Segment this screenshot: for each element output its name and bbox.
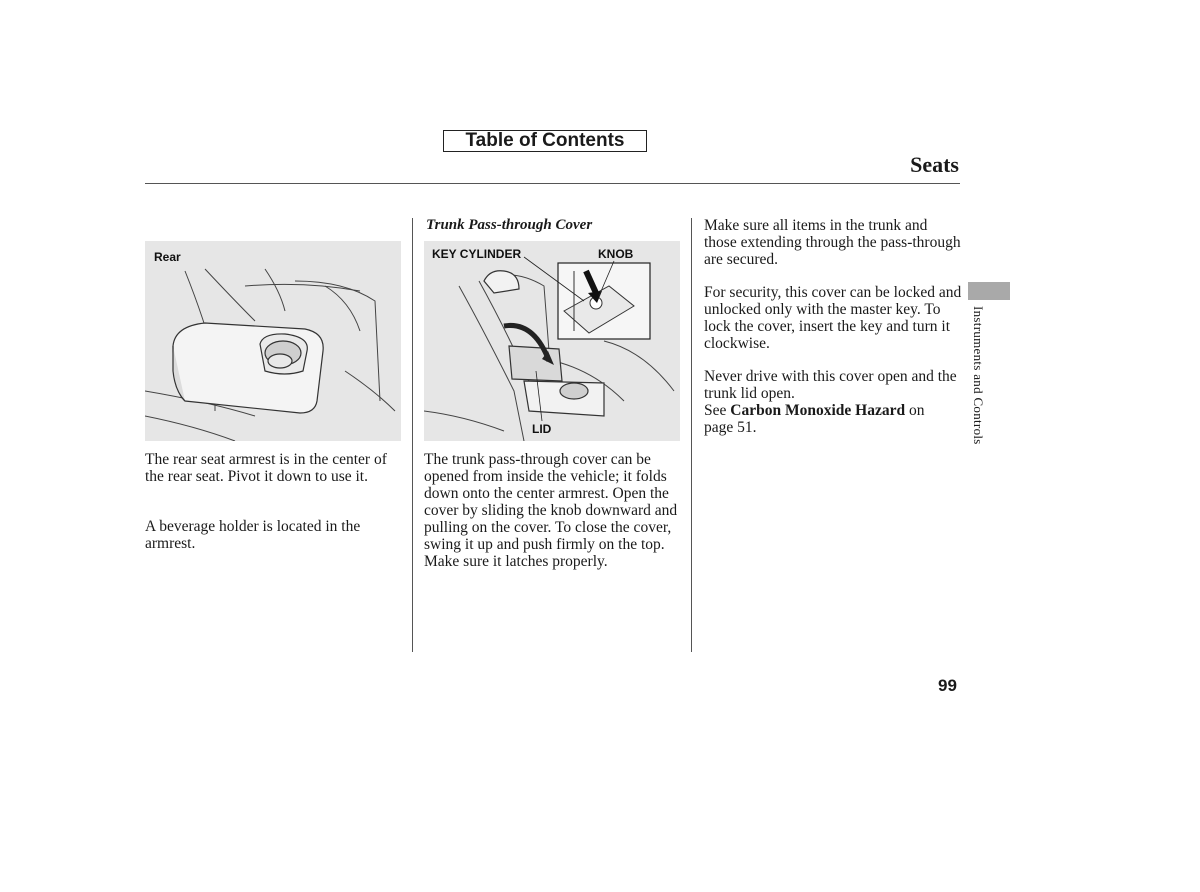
carbon-monoxide-hazard-link[interactable]: Carbon Monoxide Hazard <box>730 402 906 419</box>
rear-armrest-illustration <box>145 241 401 441</box>
cross-reference <box>704 402 962 436</box>
right-paragraph-2: For security, this cover can be locked and unlocked only with the master key. To lock the cover, insert the key and turn it clockwise. <box>704 284 962 352</box>
page-number: 99 <box>938 676 957 695</box>
table-of-contents-link[interactable]: Table of Contents <box>443 130 647 152</box>
see-page: page 51. <box>704 419 757 436</box>
right-paragraph-1: Make sure all items in the trunk and those extending through the pass-through are secured. <box>704 217 961 268</box>
left-paragraph-2: A beverage holder is located in the armrest. <box>145 518 361 552</box>
figure-label-rear: Rear <box>154 250 181 264</box>
figure-label-knob: KNOB <box>598 247 634 261</box>
right-paragraph-3: Never drive with this cover open and the trunk lid open. <box>704 368 957 402</box>
section-title: Seats <box>910 152 959 177</box>
side-section-label: Instruments and Controls <box>971 306 986 445</box>
column-divider-2 <box>691 218 692 652</box>
see-prefix: See <box>704 402 727 419</box>
column-divider-1 <box>412 218 413 652</box>
rear-armrest-drawing <box>145 241 401 441</box>
figure-label-lid: LID <box>532 422 552 436</box>
trunk-pass-through-drawing <box>424 241 680 441</box>
left-paragraph-1: The rear seat armrest is in the center of the rear seat. Pivot it down to use it. <box>145 451 387 485</box>
figure-label-key-cylinder: KEY CYLINDER <box>432 247 522 261</box>
trunk-pass-through-illustration <box>424 241 680 441</box>
subsection-heading: Trunk Pass-through Cover <box>426 217 593 233</box>
middle-paragraph: The trunk pass-through cover can be opened from inside the vehicle; it folds down onto the center armrest. Open the cover by sliding the knob downward and pulling on the cover. To close the cover, swing it up and push firmly on the top. Make sure it latches properly. <box>424 451 678 570</box>
see-on: on <box>908 402 925 419</box>
section-tab-marker <box>968 282 1010 300</box>
header-rule <box>145 183 960 184</box>
